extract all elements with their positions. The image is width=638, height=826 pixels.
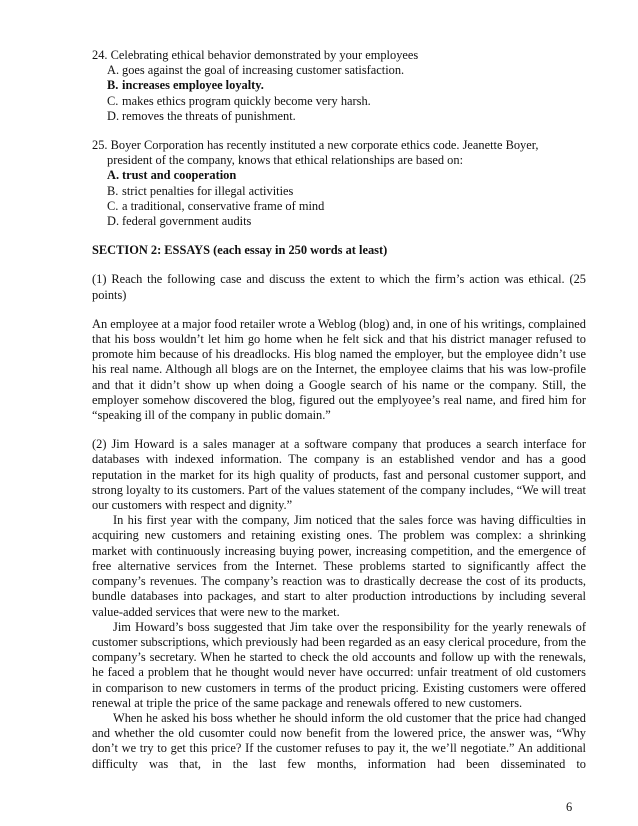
option-text: goes against the goal of increasing customer satisfaction. bbox=[122, 63, 405, 78]
answer-option-correct bbox=[92, 78, 586, 93]
option-text: makes ethics program quickly become very harsh. bbox=[122, 93, 371, 108]
question-text: Celebrating ethical behavior demonstrated by your employees bbox=[110, 48, 419, 62]
option-letter: D. bbox=[107, 108, 120, 123]
case2-paragraph-2: In his first year with the company, Jim noticed that the sales force was having difficulties in acquiring new customers and retaining existing ones. The problem was complex: a shrinking market with continuously increasing buying power, increasing competition, and the emergence of free alternative services from the Internet. These problems started to significantly affect the company’s revenues. The company’s reaction was to drastically decrease the cost of its products, bundle databases into packages, and start to alter production introductions by including several value-added services that were new to the market. bbox=[92, 513, 586, 619]
option-text: trust and cooperation bbox=[122, 168, 237, 183]
question-number: 24. bbox=[92, 48, 108, 62]
question-stem bbox=[92, 138, 586, 153]
answer-option bbox=[92, 214, 586, 229]
question-text-continued: president of the company, knows that ethical relationships are based on: bbox=[107, 153, 464, 168]
question-25 bbox=[92, 138, 586, 229]
case2-paragraph-1: (2) Jim Howard is a sales manager at a software company that produces a search interface for databases with indexed information. The company is an established vendor and has a good reputation in the market for its high quality of products, fast and personal customer support, and strong loyalty to its customers. Part of the values statement of the company includes, “We will treat our customers with respect and dignity.” bbox=[92, 437, 586, 513]
case2-paragraph-3: Jim Howard’s boss suggested that Jim take over the responsibility for the yearly renewals of customer subscriptions, which previously had been regarded as an easy clerical procedure, from the company’s secretary. When he started to check the old accounts and follow up with the renewals, he faced a problem that he thought would never have occurred: unfair treatment of old customers in comparison to new customers in terms of the product pricing. Existing customers were offered renewal at triple the price of the same package and renewals offered to new customers. bbox=[92, 619, 586, 710]
option-letter: C. bbox=[107, 93, 119, 108]
answer-option bbox=[92, 63, 586, 78]
option-letter: A. bbox=[107, 168, 120, 183]
answer-option-correct bbox=[92, 168, 586, 183]
option-letter: B. bbox=[107, 78, 119, 93]
option-letter: C. bbox=[107, 198, 119, 213]
case2-paragraph-4: When he asked his boss whether he should inform the old customer that the price had changed and whether the old cusomter could now benefit from the lowered price, the answer was, “Why don’t we try to get this price? If the customer refuses to pay it, the we’ll negotiate.” An additional difficulty was that, in the last few months, information had been disseminated to bbox=[92, 710, 586, 771]
question-number: 25. bbox=[92, 138, 108, 153]
option-letter: D. bbox=[107, 214, 120, 229]
document-page bbox=[92, 48, 586, 772]
option-letter: B. bbox=[107, 183, 119, 198]
case1-paragraph: An employee at a major food retailer wrote a Weblog (blog) and, in one of his writings, complained that his boss wouldn’t let him go home when he felt sick and that his district manager refused to promote him because of his dreadlocks. His blog named the employer, but the employee didn’t use his real name. Although all blogs are on the Internet, the employee claims that his was low-profile and that it didn’t show up when doing a Google search of his name or the company. Still, the employer somehow discovered the blog, figured out the emplyoyee’s real name, and fired him for “speaking ill of the company in public domain.” bbox=[92, 316, 586, 423]
answer-option bbox=[92, 199, 586, 214]
question-stem bbox=[92, 48, 586, 63]
section-title: SECTION 2: ESSAYS (each essay in 250 words at least) bbox=[92, 243, 388, 258]
answer-option bbox=[92, 109, 586, 124]
page-number: 6 bbox=[566, 800, 573, 814]
answer-option bbox=[92, 184, 586, 199]
option-letter: A. bbox=[107, 63, 120, 78]
option-text: removes the threats of punishment. bbox=[122, 108, 296, 123]
option-text: federal government audits bbox=[122, 214, 252, 229]
option-text: strict penalties for illegal activities bbox=[122, 183, 294, 198]
question-text: Boyer Corporation has recently instituted a new corporate ethics code. Jeanette Boyer, bbox=[110, 138, 539, 153]
option-text: increases employee loyalty. bbox=[122, 78, 264, 93]
case1-prompt: (1) Reach the following case and discuss the extent to which the firm’s action was ethical. (25 points) bbox=[92, 272, 586, 302]
question-24 bbox=[92, 48, 586, 124]
answer-option bbox=[92, 94, 586, 109]
option-text: a traditional, conservative frame of mind bbox=[122, 198, 325, 213]
